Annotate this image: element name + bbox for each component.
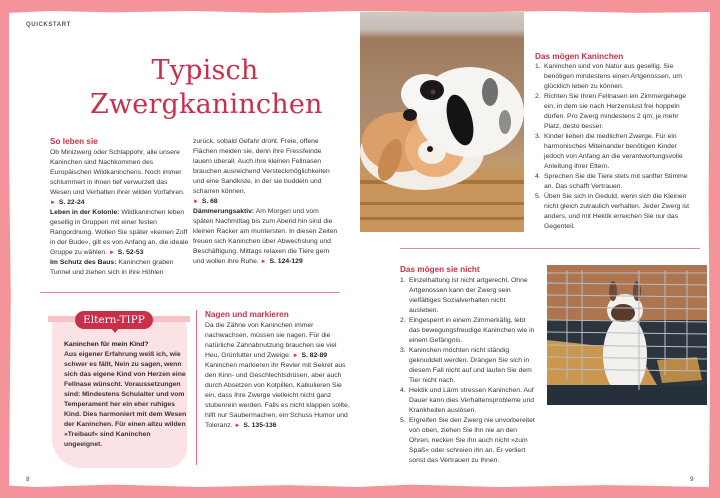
arrow-right-icon: ► bbox=[292, 353, 299, 359]
section-heading: So leben sie bbox=[50, 137, 98, 146]
page-number-right: 9 bbox=[690, 476, 694, 483]
section-so-leben-sie bbox=[50, 137, 190, 278]
section-so-leben-sie-continued bbox=[193, 137, 340, 267]
list-item: 4. Sprechen Sie die Tiere stets mit sanfter Stimme an. Das schafft Vertrauen. bbox=[535, 173, 688, 190]
page-reference: ► S. 52-53 bbox=[108, 249, 144, 256]
list-item: 3. Kaninchen möchten nicht ständig geknuddelt werden. Drängen Sie sich in diesem Fall nicht auf und laufen Sie dem Tier nicht nach. bbox=[400, 347, 532, 384]
daemmerung-text: Am Morgen und vom späten Nachmittag bis zum Abend hin sind die kleinen Racker am muntersten. In diesen Zeiten freuen sich Kaninchen über Abwechslung und Beschäftigung. Mittags relaxen die Tiere gern und wollen ihre Ruhe. bbox=[193, 208, 338, 265]
likes-list bbox=[535, 62, 695, 232]
section-nagen-markieren bbox=[205, 310, 350, 431]
eltern-tipp-badge: Eltern-TIPP bbox=[75, 311, 153, 329]
list-item: 4. Hektik und Lärm stressen Kaninchen. Auf Dauer kann dies Verhaltensprobleme und Krankheiten auslösen. bbox=[400, 387, 535, 414]
page-reference: ► S. 124-129 bbox=[260, 258, 303, 265]
section-heading: Das mögen sie nicht bbox=[400, 265, 480, 274]
bau-text-cont: zurück, sobald Gefahr droht. Freie, offene Flächen meiden sie, denn ihre Fressfeinde lauern überall. Auch ihre kleinen Fellnasen brauchen ausreichend Versteckmöglichkeiten und eine Sandkiste, in der sie buddeln und scharren können. bbox=[193, 138, 330, 195]
daemmerung-label: Dämmerungsaktiv: bbox=[193, 208, 255, 215]
list-item: 3. Kinder lieben die niedlichen Zwerge. Für ein harmonisches Miteinander benötigen Kinder jedoch von Anfang an die verantwortungsvolle Anleitung ihrer Eltern. bbox=[535, 133, 683, 170]
arrow-right-icon: ► bbox=[260, 259, 267, 265]
bau-label: Im Schutz des Baus: bbox=[50, 259, 117, 266]
title-line-1: Typisch bbox=[151, 55, 259, 86]
running-head: QUICKSTART bbox=[26, 22, 71, 28]
eltern-tipp-text bbox=[64, 340, 190, 450]
nagen-text-1: Da die Zähne von Kaninchen immer nachwachsen, müssen sie nagen. Für die natürliche Zahnabnutzung brauchen sie viel Heu, Grünfutter und Zweige. bbox=[205, 322, 337, 359]
vertical-rule bbox=[196, 310, 197, 465]
kolonie-text: Wildkaninchen leben gesellig in Gruppen mit einer festen Rangordnung. Wollen Sie später »keinen Zoff in der Bude«, gilt es von Anfang an, die ideale Gruppe zu wählen. bbox=[50, 209, 189, 256]
rabbits-illustration bbox=[360, 12, 524, 232]
arrow-right-icon: ► bbox=[50, 200, 56, 206]
section-divider bbox=[40, 292, 340, 293]
arrow-right-icon: ► bbox=[108, 250, 115, 256]
list-item: 2. Eingesperrt in einem Zimmerkäfig, lebt das bewegungsfreudige Kaninchen wie in einem Gefängnis. bbox=[400, 317, 535, 344]
page-number-left: 8 bbox=[26, 476, 30, 483]
rabbits-photo bbox=[360, 12, 524, 232]
cage-rabbit-photo bbox=[547, 265, 707, 405]
kolonie-label: Leben in der Kolonie: bbox=[50, 209, 120, 216]
page-reference: ► S. 135-136 bbox=[234, 422, 277, 429]
section-divider bbox=[400, 248, 700, 249]
list-item: 1. Einzelhaltung ist nicht artgerecht. Ohne Artgenossen kann der Zwerg sein vielfältiges Sozialverhalten nicht ausleben. bbox=[400, 277, 528, 314]
page-reference: ► S. 82-89 bbox=[292, 352, 328, 359]
list-item: 5. Ergreifen Sie den Zwerg nie unvorbereitet von oben, ziehen Sie ihn nie an den Ohren, necken Sie ihn auch nicht »zum Spaß« oder schreien ihn an. Er verliert sonst das Vertrauen zu Ihnen. bbox=[400, 417, 535, 464]
arrow-right-icon: ► bbox=[193, 199, 199, 205]
title-line-2: Zwergkaninchen bbox=[90, 89, 323, 120]
list-item: 5. Üben Sie sich in Geduld, wenn sich die Kleinen nicht gleich zutraulich verhalten. Jeder Zwerg ist anders, und mit Hektik erreichen Sie nur das Gegenteil. bbox=[535, 193, 690, 230]
section-heading: Nagen und markieren bbox=[205, 310, 289, 319]
page-reference: ► S. 22-24 bbox=[50, 199, 85, 206]
cage-illustration bbox=[547, 265, 707, 405]
bau-text-start: Kaninchen graben Tunnel und ziehen sich in ihre Höhlen bbox=[50, 259, 174, 276]
nagen-text-2: Kaninchen markieren ihr Revier mit Sekret aus den Kinn- und Geschlechtsdrüsen, aber auch durch Absetzen von Kotpillen. Kalkulieren Sie ein, dass Ihre Zwerge vielleicht nicht ganz stubenrein werden. Falls es nicht klappen sollte, hilft nur Saubermachen, ein Schuss Humor und Toleranz. bbox=[205, 362, 350, 429]
list-item: 2. Richten Sie Ihren Fellnasen ein Zimmergehege ein, in dem sie nach Herzenslust frei hoppeln dürfen. Pro Zwerg mindestens 2 qm; je mehr Platz, desto besser. bbox=[535, 93, 687, 130]
tip-body: Aus eigener Erfahrung weiß ich, wie schwer es fällt, Nein zu sagen, wenn sich das eigene Kind von Herzen eine Fellnase wünscht. Voraussetzungen sind: Mindestens Schulalter und vom Temperament her ein eher ruhiges Kind. Dies harmoniert mit dem Wesen der Kaninchen. Für einen allzu wilden »Treibauf« sind Kaninchen ungeeignet. bbox=[64, 351, 187, 448]
list-item: 1. Kaninchen sind von Natur aus gesellig. Sie benötigen mindestens einen Artgenossen, um glücklich leben zu können. bbox=[535, 63, 682, 90]
section-das-moegen-kaninchen bbox=[535, 62, 695, 232]
intro-text: Ob Minizwerg oder Schlappohr, alle unsere Kaninchen sind Nachkommen des Europäischen Wildkaninchens. Noch immer schlummert in ihnen tief verwurzelt das Wesen und Verhalten ihrer wilden Vorfahren. bbox=[50, 149, 185, 196]
page-title bbox=[90, 54, 323, 122]
section-das-moegen-sie-nicht bbox=[400, 276, 535, 466]
tip-question: Kaninchen für mein Kind? bbox=[64, 341, 149, 348]
page-reference: ► S. 68 bbox=[193, 198, 218, 205]
section-heading: Das mögen Kaninchen bbox=[535, 52, 624, 61]
dislikes-list bbox=[400, 276, 535, 466]
arrow-right-icon: ► bbox=[234, 423, 241, 429]
